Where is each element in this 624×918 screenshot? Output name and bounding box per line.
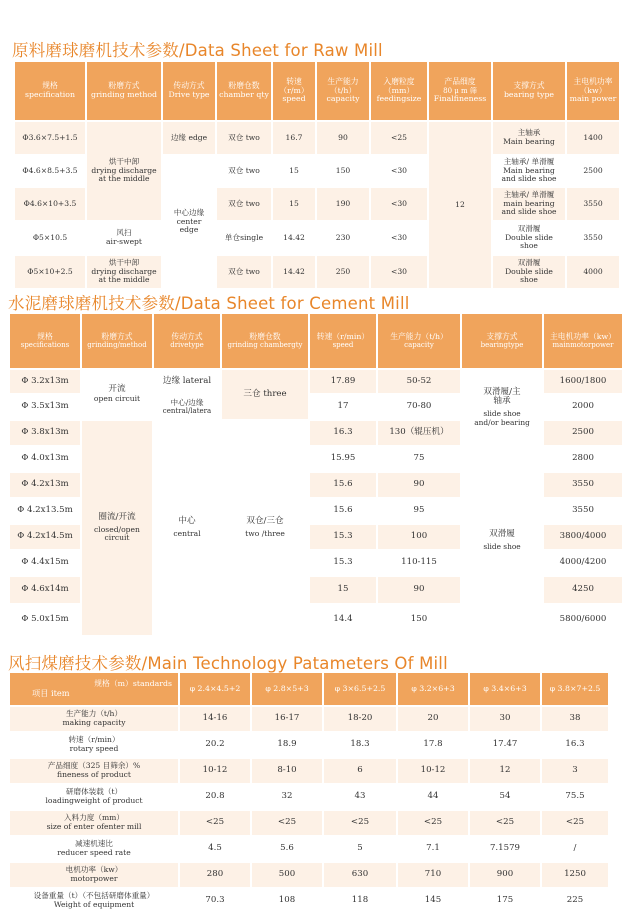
power-cell: 1600/1800 [544, 370, 622, 393]
header-grinding: 粉磨方式 grinding method [87, 62, 161, 120]
header-speed: 转速（r/min） speed [310, 314, 376, 368]
feeding-size-cell: <30 [371, 156, 427, 186]
value-cell: 30 [470, 707, 540, 731]
table-row [10, 733, 608, 757]
table-row [15, 256, 619, 288]
value-cell: 54 [470, 785, 540, 809]
table-row [15, 122, 619, 154]
bearing-cell: 主轴承 Main bearing [493, 122, 565, 154]
value-cell: <25 [324, 811, 396, 835]
power-cell: 3550 [567, 222, 619, 254]
value-cell: 225 [542, 889, 608, 913]
capacity-cell: 100 [378, 525, 460, 549]
row-label: 生产能力（t/h） making capacity [10, 707, 178, 731]
drive-type-cell: 中心/边缘 central/latera [154, 395, 220, 419]
value-cell: 16.3 [542, 733, 608, 757]
speed-cell: 16.7 [273, 122, 315, 154]
power-cell: 2000 [544, 395, 622, 419]
row-label: 电机功率（kw） motorpower [10, 863, 178, 887]
fineness-cell: 12 [429, 122, 491, 288]
capacity-cell: 90 [317, 122, 369, 154]
value-cell: <25 [180, 811, 250, 835]
spec-cell: Φ 3.5x13m [10, 395, 80, 419]
value-cell: 3 [542, 759, 608, 783]
coal-mill-title: 风扫煤磨技术参数/Main Technology Patameters Of Mill [8, 654, 448, 673]
value-cell: 6 [324, 759, 396, 783]
spec-cell: Φ4.6×8.5+3.5 [15, 156, 85, 186]
value-cell: 900 [470, 863, 540, 887]
spec-cell: Φ5×10.5 [15, 222, 85, 254]
power-cell: 4250 [544, 577, 622, 603]
spec-cell: Φ 3.8x13m [10, 421, 80, 445]
drive-type-cell: 中心边缘 center edge [163, 156, 215, 288]
value-cell: 10-12 [180, 759, 250, 783]
speed-cell: 15.95 [310, 447, 376, 471]
header-spec: 规格 specifications [10, 314, 80, 368]
spec-cell: Φ4.6×10+3.5 [15, 188, 85, 220]
capacity-cell: 130（辊压机） [378, 421, 460, 445]
value-cell: 32 [252, 785, 322, 809]
value-cell: 70.3 [180, 889, 250, 913]
feeding-size-cell: <30 [371, 222, 427, 254]
bearing-cell: 双滑履/主 轴承 slide shoe and/or bearing [462, 370, 542, 445]
capacity-cell: 90 [378, 473, 460, 497]
power-cell: 3550 [544, 499, 622, 523]
table-row [10, 785, 608, 809]
table-row [10, 370, 622, 393]
bearing-cell: 主轴承/ 单滑履 main bearing and slide shoe [493, 188, 565, 220]
row-label: 研磨体装载（t） loadingweight of product [10, 785, 178, 809]
model-column-header: φ 3.2×6+3 [398, 673, 468, 705]
grinding-method-cell: 风扫 air-swept [87, 222, 161, 254]
capacity-cell: 75 [378, 447, 460, 471]
value-cell: 16-17 [252, 707, 322, 731]
cement-mill-title: 水泥磨球磨机技术参数/Data Sheet for Cement Mill [8, 294, 410, 313]
header-speed: 转速 （r/m） speed [273, 62, 315, 120]
speed-cell: 14.42 [273, 222, 315, 254]
feeding-size-cell: <30 [371, 188, 427, 220]
value-cell: <25 [470, 811, 540, 835]
spec-cell: Φ3.6×7.5+1.5 [15, 122, 85, 154]
value-cell: 12 [470, 759, 540, 783]
header-standards-item: 规格（m）standards 项目 item [10, 673, 178, 705]
header-chamber: 粉磨仓数 chamber qty [217, 62, 271, 120]
power-cell: 2800 [544, 447, 622, 471]
chamber-cell: 双仓/三仓 two /three [222, 421, 308, 635]
power-cell: 4000 [567, 256, 619, 288]
value-cell: 108 [252, 889, 322, 913]
value-cell: 280 [180, 863, 250, 887]
spec-cell: Φ 4.0x13m [10, 447, 80, 471]
capacity-cell: 230 [317, 222, 369, 254]
model-column-header: φ 3.4×6+3 [470, 673, 540, 705]
speed-cell: 15.3 [310, 525, 376, 549]
speed-cell: 14.42 [273, 256, 315, 288]
value-cell: 18.3 [324, 733, 396, 757]
drive-type-cell: 中心 central [154, 421, 220, 635]
drive-type-cell: 边缘 lateral [154, 370, 220, 393]
header-bearing: 支撑方式 bearing type [493, 62, 565, 120]
value-cell: 4.5 [180, 837, 250, 861]
capacity-cell: 150 [317, 156, 369, 186]
capacity-cell: 95 [378, 499, 460, 523]
speed-cell: 15.3 [310, 551, 376, 575]
chamber-cell: 单仓single [217, 222, 271, 254]
cement-mill-table [8, 312, 624, 637]
value-cell: 8-10 [252, 759, 322, 783]
power-cell: 5800/6000 [544, 605, 622, 635]
value-cell: 1250 [542, 863, 608, 887]
row-label: 转速（r/min） rotary speed [10, 733, 178, 757]
value-cell: / [542, 837, 608, 861]
value-cell: 20 [398, 707, 468, 731]
speed-cell: 15 [273, 188, 315, 220]
grinding-method-cell: 烘干中卸 drying discharge at the middle [87, 256, 161, 288]
table-row [10, 863, 608, 887]
power-cell: 3800/4000 [544, 525, 622, 549]
capacity-cell: 150 [378, 605, 460, 635]
value-cell: <25 [398, 811, 468, 835]
model-column-header: φ 2.8×5+3 [252, 673, 322, 705]
power-cell: 1400 [567, 122, 619, 154]
value-cell: 17.8 [398, 733, 468, 757]
value-cell: 7.1 [398, 837, 468, 861]
power-cell: 3550 [544, 473, 622, 497]
value-cell: 18.9 [252, 733, 322, 757]
spec-cell: Φ 4.2x13m [10, 473, 80, 497]
value-cell: 17.47 [470, 733, 540, 757]
bearing-cell: 双滑履 Double slide shoe [493, 256, 565, 288]
header-bearing: 支撑方式 bearingtype [462, 314, 542, 368]
value-cell: 710 [398, 863, 468, 887]
power-cell: 2500 [567, 156, 619, 186]
grinding-method-cell: 圈流/开流 closed/open circuit [82, 421, 152, 635]
value-cell: 44 [398, 785, 468, 809]
feeding-size-cell: <25 [371, 122, 427, 154]
header-capacity: 生产能力（t/h） capacity [378, 314, 460, 368]
capacity-cell: 190 [317, 188, 369, 220]
feeding-size-cell: <30 [371, 256, 427, 288]
value-cell: 5.6 [252, 837, 322, 861]
header-power: 主电机功率（kw） mainmotorpower [544, 314, 622, 368]
value-cell: 38 [542, 707, 608, 731]
speed-cell: 15 [310, 577, 376, 603]
chamber-cell: 三仓 three [222, 370, 308, 419]
chamber-cell: 双仓 two [217, 156, 271, 186]
model-column-header: φ 2.4×4.5+2 [180, 673, 250, 705]
value-cell: 7.1579 [470, 837, 540, 861]
raw-mill-table [13, 60, 621, 290]
header-feeding: 入磨粒度 （mm） feedingsize [371, 62, 427, 120]
bearing-cell: 双滑履 Double slide shoe [493, 222, 565, 254]
spec-cell: Φ 5.0x15m [10, 605, 80, 635]
value-cell: 75.5 [542, 785, 608, 809]
speed-cell: 16.3 [310, 421, 376, 445]
grinding-method-cell: 烘干中卸 drying discharge at the middle [87, 122, 161, 220]
spec-cell: Φ 3.2x13m [10, 370, 80, 393]
header-power: 主电机功率 （kw） main power [567, 62, 619, 120]
speed-cell: 15.6 [310, 499, 376, 523]
value-cell: 175 [470, 889, 540, 913]
speed-cell: 17 [310, 395, 376, 419]
value-cell: 43 [324, 785, 396, 809]
value-cell: 18-20 [324, 707, 396, 731]
header-grinding: 粉磨方式 grinding/method [82, 314, 152, 368]
chamber-cell: 双仓 two [217, 188, 271, 220]
capacity-cell: 250 [317, 256, 369, 288]
table-row [10, 707, 608, 731]
value-cell: <25 [252, 811, 322, 835]
header-fineness: 产品细度 80 μ m 筛 Finalfineness [429, 62, 491, 120]
header-drive: 传动方式 drivetype [154, 314, 220, 368]
raw-mill-title: 原料磨球磨机技术参数/Data Sheet for Raw Mill [12, 41, 383, 60]
model-column-header: φ 3×6.5+2.5 [324, 673, 396, 705]
power-cell: 3550 [567, 188, 619, 220]
value-cell: 14-16 [180, 707, 250, 731]
row-label: 产品细度（325 目筛余）% fineness of product [10, 759, 178, 783]
chamber-cell: 双仓 two [217, 122, 271, 154]
table-row [10, 811, 608, 835]
capacity-cell: 110-115 [378, 551, 460, 575]
capacity-cell: 90 [378, 577, 460, 603]
row-label: 减速机速比 reducer speed rate [10, 837, 178, 861]
speed-cell: 14.4 [310, 605, 376, 635]
model-column-header: φ 3.8×7+2.5 [542, 673, 608, 705]
header-chamber: 粉磨仓数 grinding chambergty [222, 314, 308, 368]
drive-type-cell: 边缘 edge [163, 122, 215, 154]
speed-cell: 17.89 [310, 370, 376, 393]
spec-cell: Φ 4.4x15m [10, 551, 80, 575]
table-row [15, 222, 619, 254]
table-row [10, 759, 608, 783]
header-spec: 规格 specification [15, 62, 85, 120]
table-row [10, 837, 608, 861]
spec-cell: Φ 4.6x14m [10, 577, 80, 603]
value-cell: <25 [542, 811, 608, 835]
header-drive: 传动方式 Drive type [163, 62, 215, 120]
coal-mill-table [8, 671, 610, 915]
grinding-method-cell: 开流 open circuit [82, 370, 152, 419]
spec-cell: Φ5×10+2.5 [15, 256, 85, 288]
bearing-cell: 主轴承/ 单滑履 Main bearing and slide shoe [493, 156, 565, 186]
value-cell: 5 [324, 837, 396, 861]
bearing-cell: 双滑履 slide shoe [462, 447, 542, 635]
power-cell: 2500 [544, 421, 622, 445]
chamber-cell: 双仓 two [217, 256, 271, 288]
header-capacity: 生产能力 （t/h） capacity [317, 62, 369, 120]
value-cell: 500 [252, 863, 322, 887]
spec-cell: Φ 4.2x14.5m [10, 525, 80, 549]
speed-cell: 15 [273, 156, 315, 186]
capacity-cell: 50-52 [378, 370, 460, 393]
value-cell: 20.8 [180, 785, 250, 809]
power-cell: 4000/4200 [544, 551, 622, 575]
spec-cell: Φ 4.2x13.5m [10, 499, 80, 523]
row-label: 设备重量（t）（不包括研磨体重量） Weight of equipment [10, 889, 178, 913]
value-cell: 630 [324, 863, 396, 887]
table-row [10, 889, 608, 913]
value-cell: 145 [398, 889, 468, 913]
row-label: 入料力度（mm） size of enter ofenter mill [10, 811, 178, 835]
value-cell: 10-12 [398, 759, 468, 783]
capacity-cell: 70-80 [378, 395, 460, 419]
value-cell: 118 [324, 889, 396, 913]
speed-cell: 15.6 [310, 473, 376, 497]
value-cell: 20.2 [180, 733, 250, 757]
